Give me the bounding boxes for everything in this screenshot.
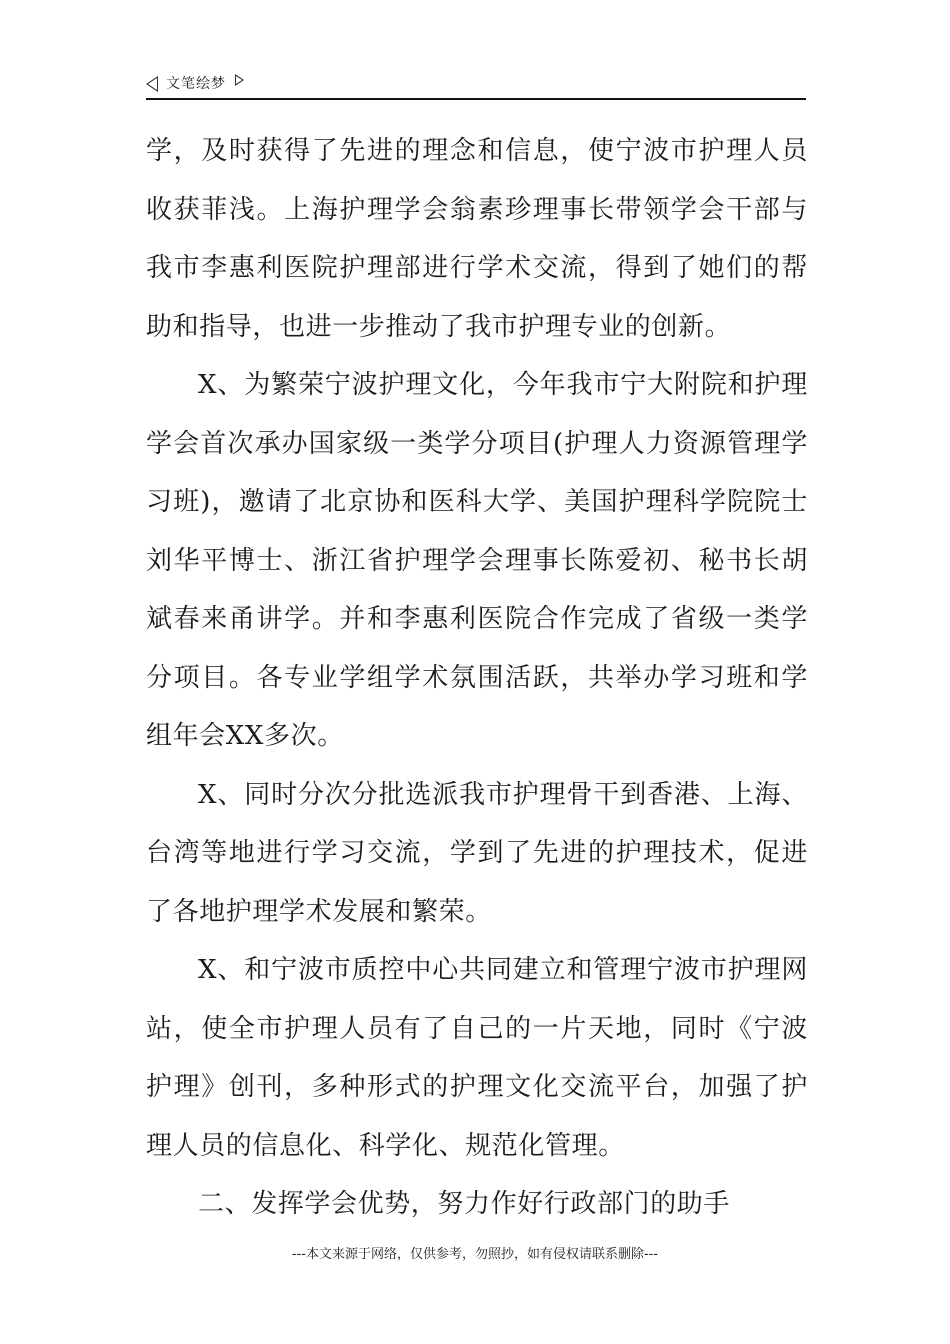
section-heading: 二、发挥学会优势，努力作好行政部门的助手 — [198, 1189, 731, 1219]
footer-notice: ---本文来源于网络，仅供参考，勿照抄，如有侵权请联系删除--- — [291, 1247, 659, 1262]
page-header — [146, 74, 806, 100]
triangle-left-icon — [146, 76, 158, 92]
triangle-right-icon — [235, 74, 244, 86]
paragraph-academic-program: X、为繁荣宁波护理文化，今年我市宁大附院和护理学会首次承办国家级一类学分项目(护理人力资源管理学习班)，邀请了北京协和医科大学、美国护理科学院院士刘华平博士、浙江省护理学会理事长陈爱初、秘书长胡斌春来甬讲学。并和李惠利医院合作完成了省级一类学分项目。各专业学组学术氛围活跃，共举办学习班和学组年会XX多次。 — [146, 370, 808, 751]
paragraph-website: X、和宁波市质控中心共同建立和管理宁波市护理网站，使全市护理人员有了自己的一片天地，同时《宁波护理》创刊，多种形式的护理文化交流平台，加强了护理人员的信息化、科学化、规范化管理。 — [146, 955, 808, 1161]
header-brand: 文笔绘梦 — [166, 76, 226, 92]
paragraph-continuation: 学，及时获得了先进的理念和信息，使宁波市护理人员收获菲浅。上海护理学会翁素珍理事长带领学会干部与我市李惠利医院护理部进行学术交流，得到了她们的帮助和指导，也进一步推动了我市护理专业的创新。 — [146, 136, 808, 342]
document-body — [146, 122, 808, 1234]
paragraph-exchange-training: X、同时分次分批选派我市护理骨干到香港、上海、台湾等地进行学习交流，学到了先进的护理技术，促进了各地护理学术发展和繁荣。 — [146, 779, 808, 927]
